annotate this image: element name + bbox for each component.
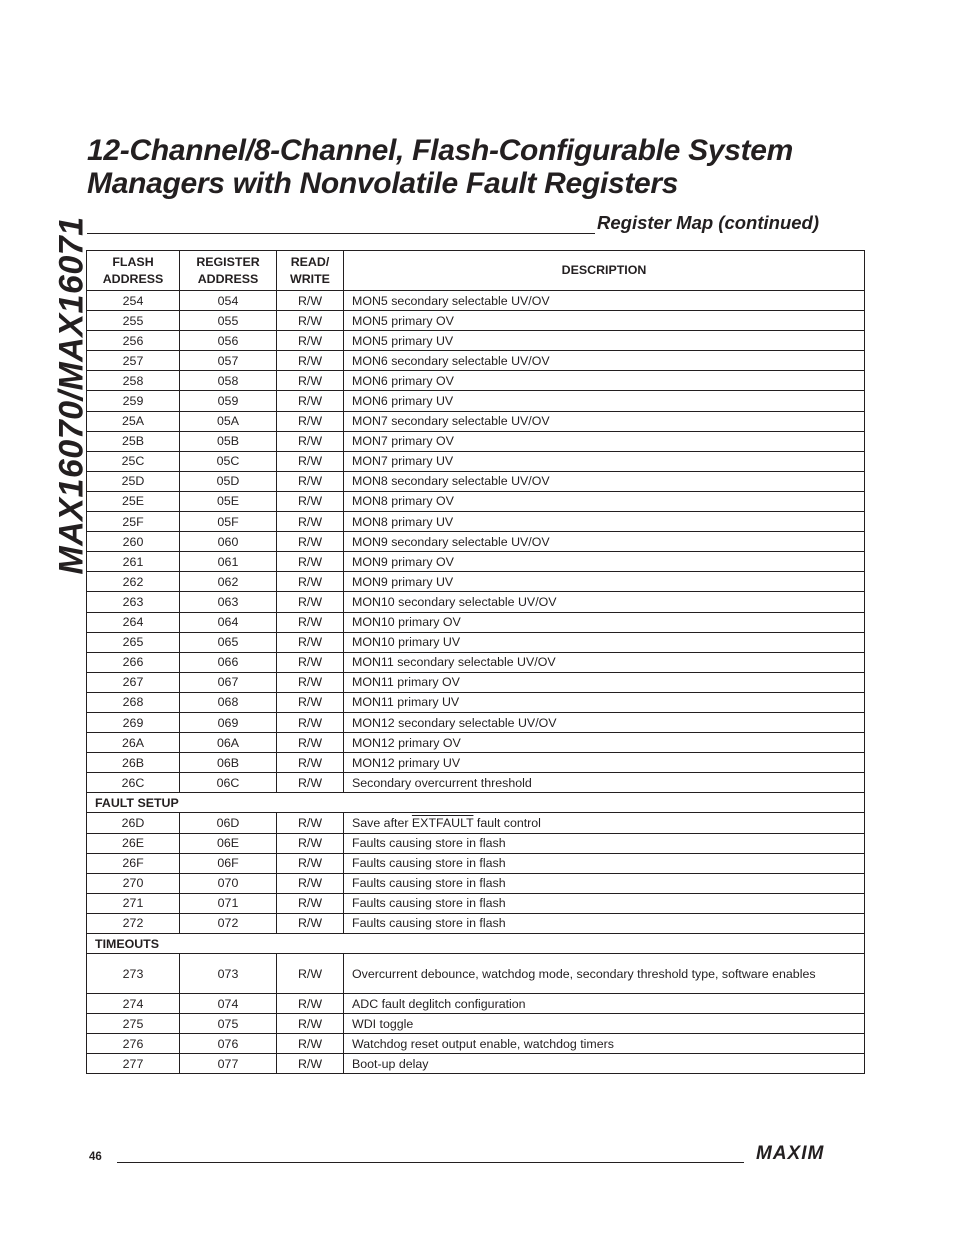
- flash-address-cell: 26F: [87, 853, 180, 873]
- flash-address-cell: 277: [87, 1054, 180, 1074]
- flash-address-cell: 259: [87, 391, 180, 411]
- footer-divider: [117, 1162, 744, 1163]
- table-row: [87, 994, 865, 1014]
- register-address-cell: 070: [180, 873, 277, 893]
- flash-address-cell: 256: [87, 331, 180, 351]
- description-cell: Faults causing store in flash: [344, 893, 865, 913]
- table-row: [87, 692, 865, 712]
- table-row: [87, 733, 865, 753]
- table-row: [87, 552, 865, 572]
- table-row: [87, 512, 865, 532]
- extfault-signal: EXTFAULT: [411, 815, 474, 830]
- description-cell: MON6 secondary selectable UV/OV: [344, 351, 865, 371]
- read-write-cell: R/W: [277, 672, 344, 692]
- register-address-cell: 059: [180, 391, 277, 411]
- table-row: [87, 592, 865, 612]
- flash-address-cell: 26D: [87, 813, 180, 833]
- flash-address-cell: 268: [87, 692, 180, 712]
- page-number: 46: [89, 1151, 102, 1163]
- description-cell: MON7 primary OV: [344, 431, 865, 451]
- read-write-cell: R/W: [277, 331, 344, 351]
- table-row: [87, 1054, 865, 1074]
- read-write-cell: R/W: [277, 652, 344, 672]
- table-row: [87, 491, 865, 511]
- register-address-cell: 065: [180, 632, 277, 652]
- read-write-cell: R/W: [277, 893, 344, 913]
- register-address-cell: 074: [180, 994, 277, 1014]
- description-cell: [344, 813, 865, 833]
- flash-address-cell: 267: [87, 672, 180, 692]
- read-write-cell: R/W: [277, 351, 344, 371]
- table-row: [87, 572, 865, 592]
- read-write-cell: R/W: [277, 873, 344, 893]
- description-cell: MON10 primary OV: [344, 612, 865, 632]
- flash-address-cell: 26A: [87, 733, 180, 753]
- register-address-cell: 05D: [180, 471, 277, 491]
- register-address-cell: 077: [180, 1054, 277, 1074]
- register-address-cell: 06E: [180, 833, 277, 853]
- register-address-cell: 057: [180, 351, 277, 371]
- flash-address-cell: 260: [87, 532, 180, 552]
- register-address-cell: 05B: [180, 431, 277, 451]
- register-address-cell: 066: [180, 652, 277, 672]
- flash-address-cell: 254: [87, 291, 180, 311]
- register-address-cell: 06D: [180, 813, 277, 833]
- read-write-cell: R/W: [277, 311, 344, 331]
- flash-address-cell: 26B: [87, 753, 180, 773]
- description-cell: MON11 primary UV: [344, 692, 865, 712]
- table-row: [87, 954, 865, 994]
- table-row: [87, 291, 865, 311]
- description-cell: Boot-up delay: [344, 1054, 865, 1074]
- table-row: [87, 371, 865, 391]
- flash-address-cell: 271: [87, 893, 180, 913]
- flash-address-cell: 26C: [87, 773, 180, 793]
- table-row: [87, 652, 865, 672]
- register-address-cell: 06B: [180, 753, 277, 773]
- flash-address-cell: 261: [87, 552, 180, 572]
- table-row: [87, 632, 865, 652]
- description-cell: MON11 primary OV: [344, 672, 865, 692]
- register-address-cell: 076: [180, 1034, 277, 1054]
- read-write-cell: R/W: [277, 712, 344, 732]
- read-write-cell: R/W: [277, 692, 344, 712]
- description-cell: MON8 primary UV: [344, 512, 865, 532]
- description-cell: MON10 secondary selectable UV/OV: [344, 592, 865, 612]
- table-row: [87, 1014, 865, 1034]
- register-address-cell: 061: [180, 552, 277, 572]
- read-write-cell: R/W: [277, 491, 344, 511]
- read-write-cell: R/W: [277, 753, 344, 773]
- table-row: [87, 331, 865, 351]
- fault-setup-section: [87, 793, 865, 813]
- table-row: [87, 753, 865, 773]
- document-title: [87, 134, 887, 200]
- register-address-cell: 06F: [180, 853, 277, 873]
- description-cell: MON8 primary OV: [344, 491, 865, 511]
- register-address-cell: 058: [180, 371, 277, 391]
- register-address-cell: 069: [180, 712, 277, 732]
- flash-address-cell: 273: [87, 954, 180, 994]
- header-flash-address: FLASH ADDRESS: [87, 251, 180, 291]
- description-cell: MON8 secondary selectable UV/OV: [344, 471, 865, 491]
- register-address-cell: 06C: [180, 773, 277, 793]
- flash-address-cell: 264: [87, 612, 180, 632]
- flash-address-cell: 274: [87, 994, 180, 1014]
- maxim-logo: MAXIM: [756, 1143, 825, 1164]
- table-row: [87, 813, 865, 833]
- section-divider: [87, 233, 595, 234]
- description-cell: MON9 primary UV: [344, 572, 865, 592]
- read-write-cell: R/W: [277, 431, 344, 451]
- timeouts-section: [87, 934, 865, 954]
- register-address-cell: 055: [180, 311, 277, 331]
- table-row: [87, 411, 865, 431]
- table-header-row: [87, 251, 865, 291]
- read-write-cell: R/W: [277, 833, 344, 853]
- table-row: [87, 712, 865, 732]
- read-write-cell: R/W: [277, 592, 344, 612]
- flash-address-cell: 276: [87, 1034, 180, 1054]
- table-body: [87, 291, 865, 1074]
- document-title-line-2: Managers with Nonvolatile Fault Registers: [87, 167, 679, 200]
- table-row: [87, 431, 865, 451]
- register-address-cell: 067: [180, 672, 277, 692]
- description-cell: MON7 secondary selectable UV/OV: [344, 411, 865, 431]
- description-cell: MON5 secondary selectable UV/OV: [344, 291, 865, 311]
- description-cell: Faults causing store in flash: [344, 853, 865, 873]
- flash-address-cell: 258: [87, 371, 180, 391]
- read-write-cell: R/W: [277, 572, 344, 592]
- register-address-cell: 062: [180, 572, 277, 592]
- flash-address-cell: 25C: [87, 451, 180, 471]
- register-address-cell: 05C: [180, 451, 277, 471]
- register-address-cell: 064: [180, 612, 277, 632]
- table-row: [87, 913, 865, 933]
- flash-address-cell: 269: [87, 712, 180, 732]
- flash-address-cell: 262: [87, 572, 180, 592]
- description-cell: MON12 secondary selectable UV/OV: [344, 712, 865, 732]
- fault-setup-section-label: FAULT SETUP: [87, 793, 865, 813]
- description-cell: MON12 primary OV: [344, 733, 865, 753]
- read-write-cell: R/W: [277, 612, 344, 632]
- register-address-cell: 073: [180, 954, 277, 994]
- register-address-cell: 068: [180, 692, 277, 712]
- description-cell: MON6 primary UV: [344, 391, 865, 411]
- read-write-cell: R/W: [277, 471, 344, 491]
- description-cell: WDI toggle: [344, 1014, 865, 1034]
- table-row: [87, 351, 865, 371]
- read-write-cell: R/W: [277, 512, 344, 532]
- table-row: [87, 532, 865, 552]
- description-prefix: Save after: [352, 815, 412, 830]
- read-write-cell: R/W: [277, 451, 344, 471]
- read-write-cell: R/W: [277, 994, 344, 1014]
- table-row: [87, 451, 865, 471]
- side-part-number-text: MAX16070/MAX16071: [52, 215, 91, 575]
- table-row: [87, 391, 865, 411]
- flash-address-cell: 25B: [87, 431, 180, 451]
- flash-address-cell: 265: [87, 632, 180, 652]
- flash-address-cell: 255: [87, 311, 180, 331]
- register-address-cell: 075: [180, 1014, 277, 1034]
- flash-address-cell: 270: [87, 873, 180, 893]
- description-cell: MON11 secondary selectable UV/OV: [344, 652, 865, 672]
- description-cell: Overcurrent debounce, watchdog mode, secondary threshold type, software enables: [344, 954, 865, 994]
- timeouts-section-label: TIMEOUTS: [87, 934, 865, 954]
- register-map-table: [86, 250, 865, 1074]
- flash-address-cell: 275: [87, 1014, 180, 1034]
- read-write-cell: R/W: [277, 733, 344, 753]
- description-cell: MON5 primary OV: [344, 311, 865, 331]
- table-row: [87, 1034, 865, 1054]
- table-row: [87, 873, 865, 893]
- table-row: [87, 672, 865, 692]
- read-write-cell: R/W: [277, 773, 344, 793]
- flash-address-cell: 25E: [87, 491, 180, 511]
- description-cell: MON7 primary UV: [344, 451, 865, 471]
- section-title: Register Map (continued): [597, 212, 820, 233]
- description-cell: MON12 primary UV: [344, 753, 865, 773]
- description-cell: Faults causing store in flash: [344, 833, 865, 853]
- description-cell: Secondary overcurrent threshold: [344, 773, 865, 793]
- read-write-cell: R/W: [277, 391, 344, 411]
- read-write-cell: R/W: [277, 411, 344, 431]
- flash-address-cell: 26E: [87, 833, 180, 853]
- description-cell: MON9 secondary selectable UV/OV: [344, 532, 865, 552]
- flash-address-cell: 257: [87, 351, 180, 371]
- description-cell: ADC fault deglitch configuration: [344, 994, 865, 1014]
- description-cell: MON9 primary OV: [344, 552, 865, 572]
- flash-address-cell: 25A: [87, 411, 180, 431]
- table-row: [87, 893, 865, 913]
- register-address-cell: 05A: [180, 411, 277, 431]
- read-write-cell: R/W: [277, 371, 344, 391]
- header-read-write: READ/ WRITE: [277, 251, 344, 291]
- read-write-cell: R/W: [277, 913, 344, 933]
- table-row: [87, 853, 865, 873]
- flash-address-cell: 272: [87, 913, 180, 933]
- register-address-cell: 05F: [180, 512, 277, 532]
- read-write-cell: R/W: [277, 954, 344, 994]
- flash-address-cell: 263: [87, 592, 180, 612]
- description-suffix: fault control: [473, 815, 541, 830]
- description-cell: Watchdog reset output enable, watchdog timers: [344, 1034, 865, 1054]
- register-address-cell: 05E: [180, 491, 277, 511]
- table-row: [87, 471, 865, 491]
- read-write-cell: R/W: [277, 1034, 344, 1054]
- read-write-cell: R/W: [277, 1054, 344, 1074]
- register-address-cell: 054: [180, 291, 277, 311]
- register-address-cell: 06A: [180, 733, 277, 753]
- description-cell: MON10 primary UV: [344, 632, 865, 652]
- description-cell: MON6 primary OV: [344, 371, 865, 391]
- description-cell: Faults causing store in flash: [344, 873, 865, 893]
- read-write-cell: R/W: [277, 532, 344, 552]
- header-description: DESCRIPTION: [344, 251, 865, 291]
- register-address-cell: 056: [180, 331, 277, 351]
- read-write-cell: R/W: [277, 291, 344, 311]
- read-write-cell: R/W: [277, 552, 344, 572]
- document-title-line-1: 12-Channel/8-Channel, Flash-Configurable System: [87, 134, 794, 167]
- table-row: [87, 773, 865, 793]
- table-row: [87, 833, 865, 853]
- register-address-cell: 060: [180, 532, 277, 552]
- read-write-cell: R/W: [277, 632, 344, 652]
- description-cell: Faults causing store in flash: [344, 913, 865, 933]
- read-write-cell: R/W: [277, 853, 344, 873]
- read-write-cell: R/W: [277, 1014, 344, 1034]
- register-address-cell: 063: [180, 592, 277, 612]
- description-cell: MON5 primary UV: [344, 331, 865, 351]
- table-row: [87, 612, 865, 632]
- flash-address-cell: 25F: [87, 512, 180, 532]
- table-row: [87, 311, 865, 331]
- read-write-cell: R/W: [277, 813, 344, 833]
- flash-address-cell: 266: [87, 652, 180, 672]
- flash-address-cell: 25D: [87, 471, 180, 491]
- register-address-cell: 072: [180, 913, 277, 933]
- header-register-address: REGISTER ADDRESS: [180, 251, 277, 291]
- register-address-cell: 071: [180, 893, 277, 913]
